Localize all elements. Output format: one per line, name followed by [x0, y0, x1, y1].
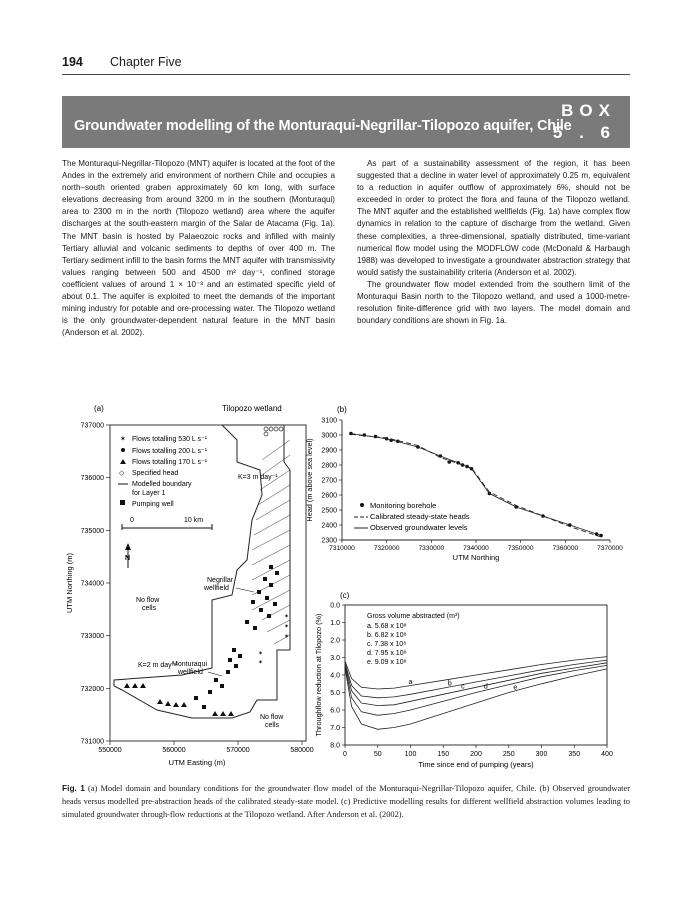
chart-c-x-tick-label: 50 [373, 751, 382, 758]
chart-c-legend-entry: d. 7.95 x 10⁸ [367, 650, 407, 657]
chart-b-x-tick-label: 7370000 [597, 545, 623, 552]
chart-b [305, 405, 623, 562]
map-x-ticks [98, 741, 313, 754]
negrillar-label-1: Negrillar [207, 577, 234, 584]
chart-c-legend-entry: b. 6.82 x 10⁸ [367, 632, 407, 639]
chart-b-legend-label: Observed groundwater levels [370, 523, 468, 532]
chart-c-legend [367, 613, 460, 666]
box-label-bottom: 5 . 6 [552, 123, 616, 142]
chart-b-y-tick-label: 2400 [321, 522, 337, 530]
chart-b-y-tick-label: 2500 [321, 507, 337, 515]
figure-caption [62, 782, 630, 821]
chart-c-legend-entry: a. 5.68 x 10⁸ [367, 623, 407, 630]
specified-head-cells [264, 427, 283, 436]
page-number: 194 [62, 55, 83, 69]
chart-c-y-tick-label: 4.0 [330, 672, 340, 680]
chart-c-curve-label: a [408, 679, 413, 686]
chart-c-curve-e [345, 668, 607, 729]
paragraph: The Monturaqui-Negrillar-Tilopozo (MNT) aquifer is located at the foot of the Andes in the extremely arid environment of northern Chile and occupies a north–south oriented graben approximately 60 km long, with surface elevations decreasing from around 3200 m in the southern (Monturaqui) area to 2300 m in the north (Tilopozo wetland) area where the aquifer discharges at the south-eastern margin of the Salar de Atacama (Fig. 1a). The MNT basin is hosted by Palaeozoic rocks and infilled with mainly Tertiary alluvial and volcanic sediments to depths of over 400 m. The Tertiary sediment infill to the basin forms the MNT aquifer with transmissivity values ranging between 500 and 4500 m² day⁻¹, confined storage coefficient values of around 1 × 10⁻³ and an estimated specific yield of about 0.1. The aquifer is exploited to meet the demands of the important mining industry for potable and ore-processing water. The Tilopozo wetland is the only groundwater-dependent natural feature in the MNT basin (Anderson et al. 2002). [62, 159, 335, 338]
legend-200: Flows totalling 200 L s⁻¹ [132, 448, 208, 455]
noflow-right-2: cells [265, 722, 280, 729]
svg-text:✶: ✶ [284, 614, 290, 620]
chart-b-x-tick-label: 7360000 [552, 545, 579, 552]
chart-b-line-dashed [351, 434, 601, 537]
negrillar-label-2: wellfield [204, 585, 229, 592]
chart-b-x-tick-label: 7350000 [507, 545, 534, 552]
legend-diamond-icon: ◇ [119, 470, 125, 477]
chart-c-x-tick-label: 200 [470, 751, 482, 758]
text-column-left [62, 158, 335, 339]
legend-star-icon: ✶ [120, 436, 126, 443]
caption-text: (a) Model domain and boundary conditions for the groundwater flow model of the Monturaqui-Negrillar-Tilopozo aquifer, Chile. (b) Observed groundwater heads versus modelled pre-abstraction heads of the calibrated steady-state model. (c) Predictive modelling results for different wellfield abstraction volumes leading to simulated groundwater through-flow reductions at the Tilopozo wetland. After Anderson et al. (2002). [62, 784, 630, 819]
chart-c-y-tick-label: 0.0 [330, 602, 340, 610]
north-arrow [125, 543, 131, 568]
svg-text:✶: ✶ [284, 634, 290, 640]
chart-b-y-tick-label: 2900 [321, 447, 337, 455]
figure-1 [62, 400, 630, 778]
chart-c-y-tick-label: 6.0 [330, 707, 340, 715]
chart-b-legend-point-icon [360, 503, 364, 507]
chart-b-x-label: UTM Northing [452, 553, 500, 562]
chart-c-y-tick-label: 7.0 [330, 725, 340, 732]
chart-c-curve-label: b [447, 680, 452, 688]
chart-b-x-tick-label: 7340000 [463, 545, 489, 552]
box-header [62, 96, 630, 148]
map-y-label: UTM Northing (m) [65, 552, 74, 614]
map-legend [118, 435, 212, 530]
chart-c-legend-title: Gross volume abstracted (m³) [367, 613, 460, 620]
map-y-tick-label: 731000 [80, 738, 104, 746]
chart-b-x-tick-label: 7320000 [373, 545, 400, 552]
map-y-tick-label: 735000 [80, 527, 104, 535]
chart-c-curve-label: c [461, 683, 465, 691]
chart-c-x-tick-label: 250 [502, 751, 515, 758]
legend-boundary: Modelled boundary [132, 481, 192, 488]
chart-c-y-tick-label: 2.0 [330, 637, 340, 645]
chart-c-x-tick-label: 400 [601, 751, 613, 758]
chart-c-curve-label: e [513, 684, 518, 692]
k2-label: K=2 m day⁻¹ [138, 662, 178, 669]
box-label-top: BOX [561, 101, 616, 120]
chart-c-x-label: Time since end of pumping (years) [418, 760, 534, 769]
map-y-tick-label: 736000 [80, 475, 104, 483]
chart-b-y-tick-label: 2800 [321, 462, 337, 470]
legend-170: Flows totalling 170 L s⁻¹ [132, 459, 208, 466]
chart-b-panel-label: (b) [337, 405, 347, 414]
legend-triangle-icon [120, 459, 126, 464]
chart-b-legend [354, 501, 470, 532]
chart-c-x-tick-label: 100 [404, 751, 417, 758]
chart-c-legend-entry: e. 9.09 x 10⁸ [367, 659, 407, 666]
text-column-right [357, 158, 630, 327]
chart-b-legend-label: Calibrated steady-state heads [370, 512, 470, 521]
paragraph: The groundwater flow model extended from the southern limit of the Monturaqui Basin north to the Tilopozo wetland, and used a 1000-metre-resolution finite-difference grid with two layers. The model domain and boundary conditions are shown in Fig. 1a. [357, 279, 630, 326]
k3-label: K=3 m day⁻¹ [238, 474, 278, 481]
paragraph: As part of a sustainability assessment of the region, it has been suggested that a decline in water level of approximately 0.25 m, equivalent to a reduction in aquifer outflow of approximately 6%, should not be exceeded in order to protect the flora and fauna of the Tilopozo wetland. The MNT aquifer and the established wellfields (Fig. 1a) have complex flow dynamics in relation to the capture of discharge from the wetland. Given these complexities, a three-dimensional, spatially distributed, time-variant numerical flow model using the MODFLOW code (McDonald & Harbaugh 1988) was developed to investigate a groundwater abstraction strategy that would satisfy the sustainability criteria (Anderson et al. 2002). [357, 159, 630, 277]
scale-start: 0 [130, 517, 134, 524]
box-label [553, 100, 616, 144]
chart-c-x-tick-label: 0 [343, 751, 347, 758]
boundary-star-markers [258, 613, 289, 666]
chart-c-x-tick-label: 350 [568, 751, 581, 758]
map-y-tick-label: 732000 [80, 685, 104, 693]
monturaqui-label-1: Monturaqui [172, 661, 208, 668]
map-y-tick-label: 734000 [80, 580, 104, 588]
chapter-title: Chapter Five [110, 55, 182, 69]
chart-c-legend-entry: c. 7.38 x 10⁸ [367, 641, 407, 648]
chart-b-x-tick-label: 7310000 [329, 545, 355, 552]
svg-text:✶: ✶ [284, 624, 290, 630]
tilopozo-label: Tilopozo wetland [222, 404, 282, 413]
chart-c-x-tick-label: 300 [535, 751, 548, 758]
north-label: N [125, 555, 131, 562]
chart-b-y-tick-label: 3000 [321, 432, 337, 440]
chart-c-curve-c [345, 663, 607, 706]
boundary-flow-markers [124, 683, 234, 716]
map-x-tick-label: 580000 [290, 747, 314, 754]
chart-c-y-tick-label: 1.0 [330, 620, 340, 627]
map-x-tick-label: 550000 [98, 747, 122, 754]
legend-pumping-well: Pumping well [132, 501, 174, 508]
chart-c-y-tick-label: 3.0 [330, 655, 340, 662]
map-y-tick-label: 733000 [80, 633, 104, 641]
svg-text:✶: ✶ [258, 651, 264, 657]
chart-c-panel-label: (c) [340, 591, 350, 600]
map-panel [65, 404, 314, 767]
chart-b-x-tick-label: 7330000 [418, 545, 445, 552]
chart-c [314, 591, 613, 769]
chart-b-y-tick-label: 2300 [321, 537, 337, 545]
map-x-tick-label: 560000 [162, 747, 186, 754]
chart-b-y-tick-label: 2600 [321, 492, 337, 500]
chart-c-curve-d [345, 665, 607, 715]
chart-b-y-tick-label: 3100 [321, 417, 337, 425]
noflow-left-1: No flow [136, 597, 160, 604]
legend-square-icon [120, 500, 125, 505]
map-panel-label: (a) [94, 404, 104, 413]
legend-specified-head: Specified head [132, 470, 179, 477]
map-x-tick-label: 570000 [226, 747, 250, 754]
figure-svg [62, 400, 630, 778]
chart-c-y-tick-label: 8.0 [330, 742, 340, 750]
caption-label: Fig. 1 [62, 783, 85, 793]
map-x-label: UTM Easting (m) [168, 758, 226, 767]
noflow-right-1: No flow [260, 714, 284, 721]
scale-end: 10 km [184, 517, 204, 524]
chart-c-x-tick-label: 150 [437, 751, 450, 758]
chart-c-curve-label: d [483, 683, 488, 691]
chart-c-y-tick-label: 5.0 [330, 690, 340, 697]
legend-circle-icon [121, 448, 125, 452]
monturaqui-label-2: wellfield [178, 669, 203, 676]
svg-text:✶: ✶ [258, 660, 264, 666]
chart-b-legend-label: Monitoring borehole [370, 501, 437, 510]
legend-layer1: for Layer 1 [132, 490, 166, 497]
box-title: Groundwater modelling of the Monturaqui-Negrillar-Tilopozo aquifer, Chile [74, 118, 572, 134]
chart-c-y-label: Throughflow reduction at Tilopozo (%) [314, 613, 323, 737]
map-y-ticks [81, 423, 110, 746]
legend-530: Flows totalling 530 L s⁻¹ [132, 436, 208, 443]
chart-b-y-tick-label: 2700 [321, 477, 337, 485]
map-y-tick-label: 737000 [80, 422, 104, 430]
chart-b-y-label: Head (m above sea level) [305, 438, 314, 522]
page-header [62, 52, 630, 75]
noflow-left-2: cells [142, 605, 157, 612]
